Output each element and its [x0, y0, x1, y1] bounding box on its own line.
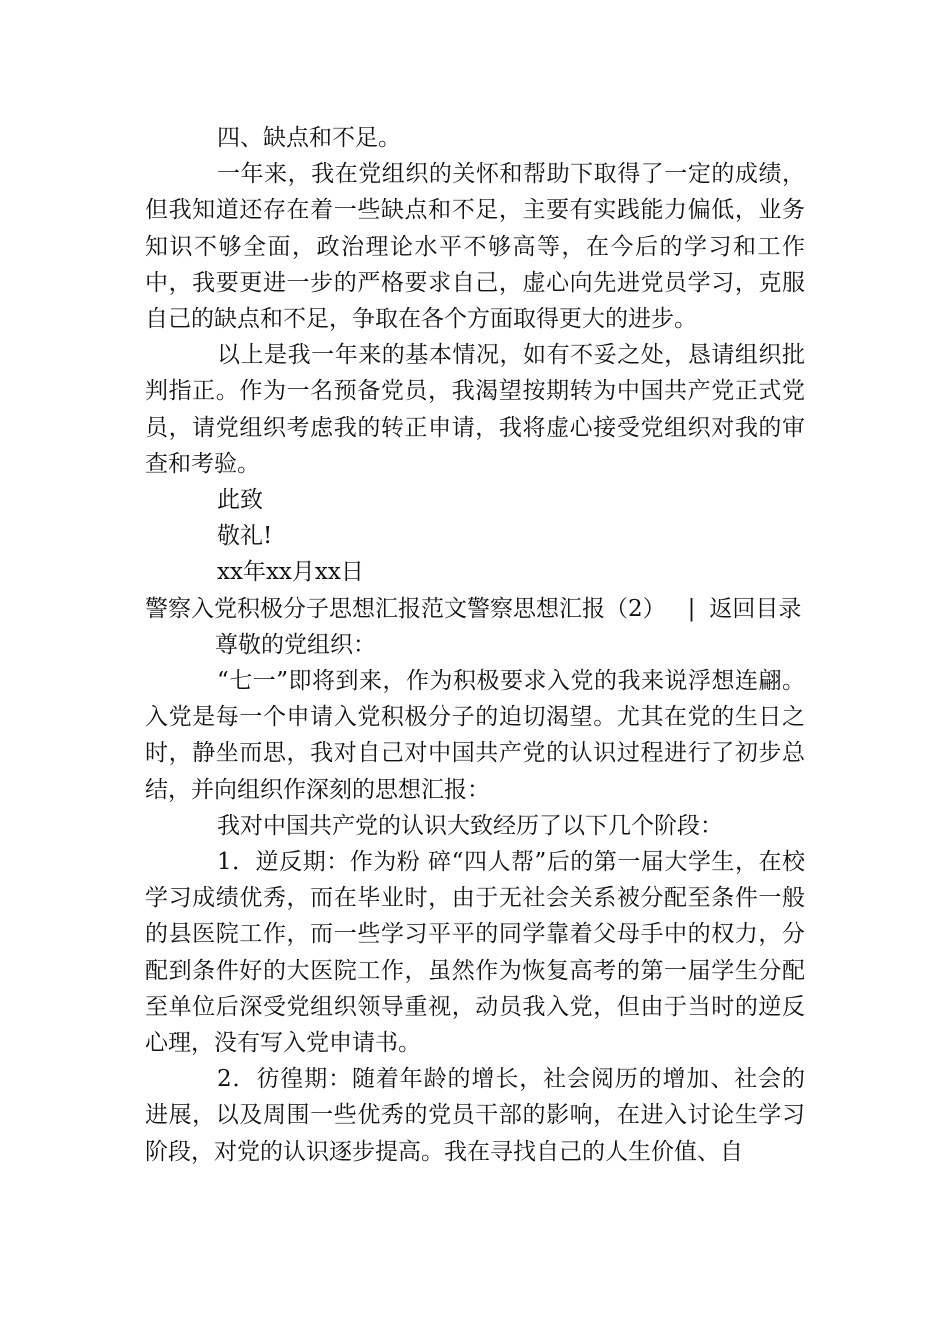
document-body: [145, 120, 805, 1170]
paragraph-stage-rebellious: 1．逆反期：作为粉 碎“四人帮”后的第一届大学生，在校学习成绩优秀，而在毕业时，由于无社会关系被分配至条件一般的县医院工作，而一些学习平平的同学靠着父母手中的权力，分配到条件好的大医院工作，虽然作为恢复高考的第一届学生分配至单位后深受党组织领导重视，动员我入党，但由于当时的逆反心理，没有写入党申请书。: [145, 849, 805, 1057]
article-title: 警察入党积极分子思想汇报范文警察思想汇报（2）: [145, 595, 666, 622]
closing-date: xx年xx月xx日: [217, 559, 364, 586]
title-separator: |: [687, 595, 696, 622]
closing-regards: 敬礼!: [217, 523, 273, 550]
section-heading: 四、缺点和不足。: [217, 125, 401, 151]
paragraph-shortcomings: 一年来，我在党组织的关怀和帮助下取得了一定的成绩，但我知道还存在着一些缺点和不足，主要有实践能力偏低，业务知识不够全面，政治理论水平不够高等，在今后的学习和工作中，我要更进一步的严格要求自己，虚心向先进党员学习，克服自己的缺点和不足，争取在各个方面取得更大的进步。: [145, 161, 805, 333]
back-to-contents-link[interactable]: 返回目录: [709, 595, 802, 622]
paragraph-july-first: “七一”即将到来，作为积极要求入党的我来说浮想连翩。入党是每一个申请入党积极分子的迫切渴望。尤其在党的生日之时，静坐而思，我对自己对中国共产党的认识过程进行了初步总结，并向组织作深刻的思想汇报：: [145, 668, 805, 803]
greeting: 尊敬的党组织：: [215, 631, 376, 658]
paragraph-stages-intro: 我对中国共产党的认识大致经历了以下几个阶段：: [217, 812, 723, 839]
closing-salutation: 此致: [217, 487, 263, 514]
article-title-line: [145, 591, 805, 663]
paragraph-summary: 以上是我一年来的基本情况，如有不妥之处，恳请组织批判指正。作为一名预备党员，我渴望按期转为中国共产党正式党员，请党组织考虑我的转正申请，我将虚心接受党组织对我的审查和考验。: [145, 342, 805, 477]
paragraph-stage-hesitant: 2．彷徨期：随着年龄的增长，社会阅历的增加、社会的进展，以及周围一些优秀的党员干部的影响，在进入讨论生学习阶段，对党的认识逐步提高。我在寻找自己的人生价值、自: [145, 1066, 805, 1165]
